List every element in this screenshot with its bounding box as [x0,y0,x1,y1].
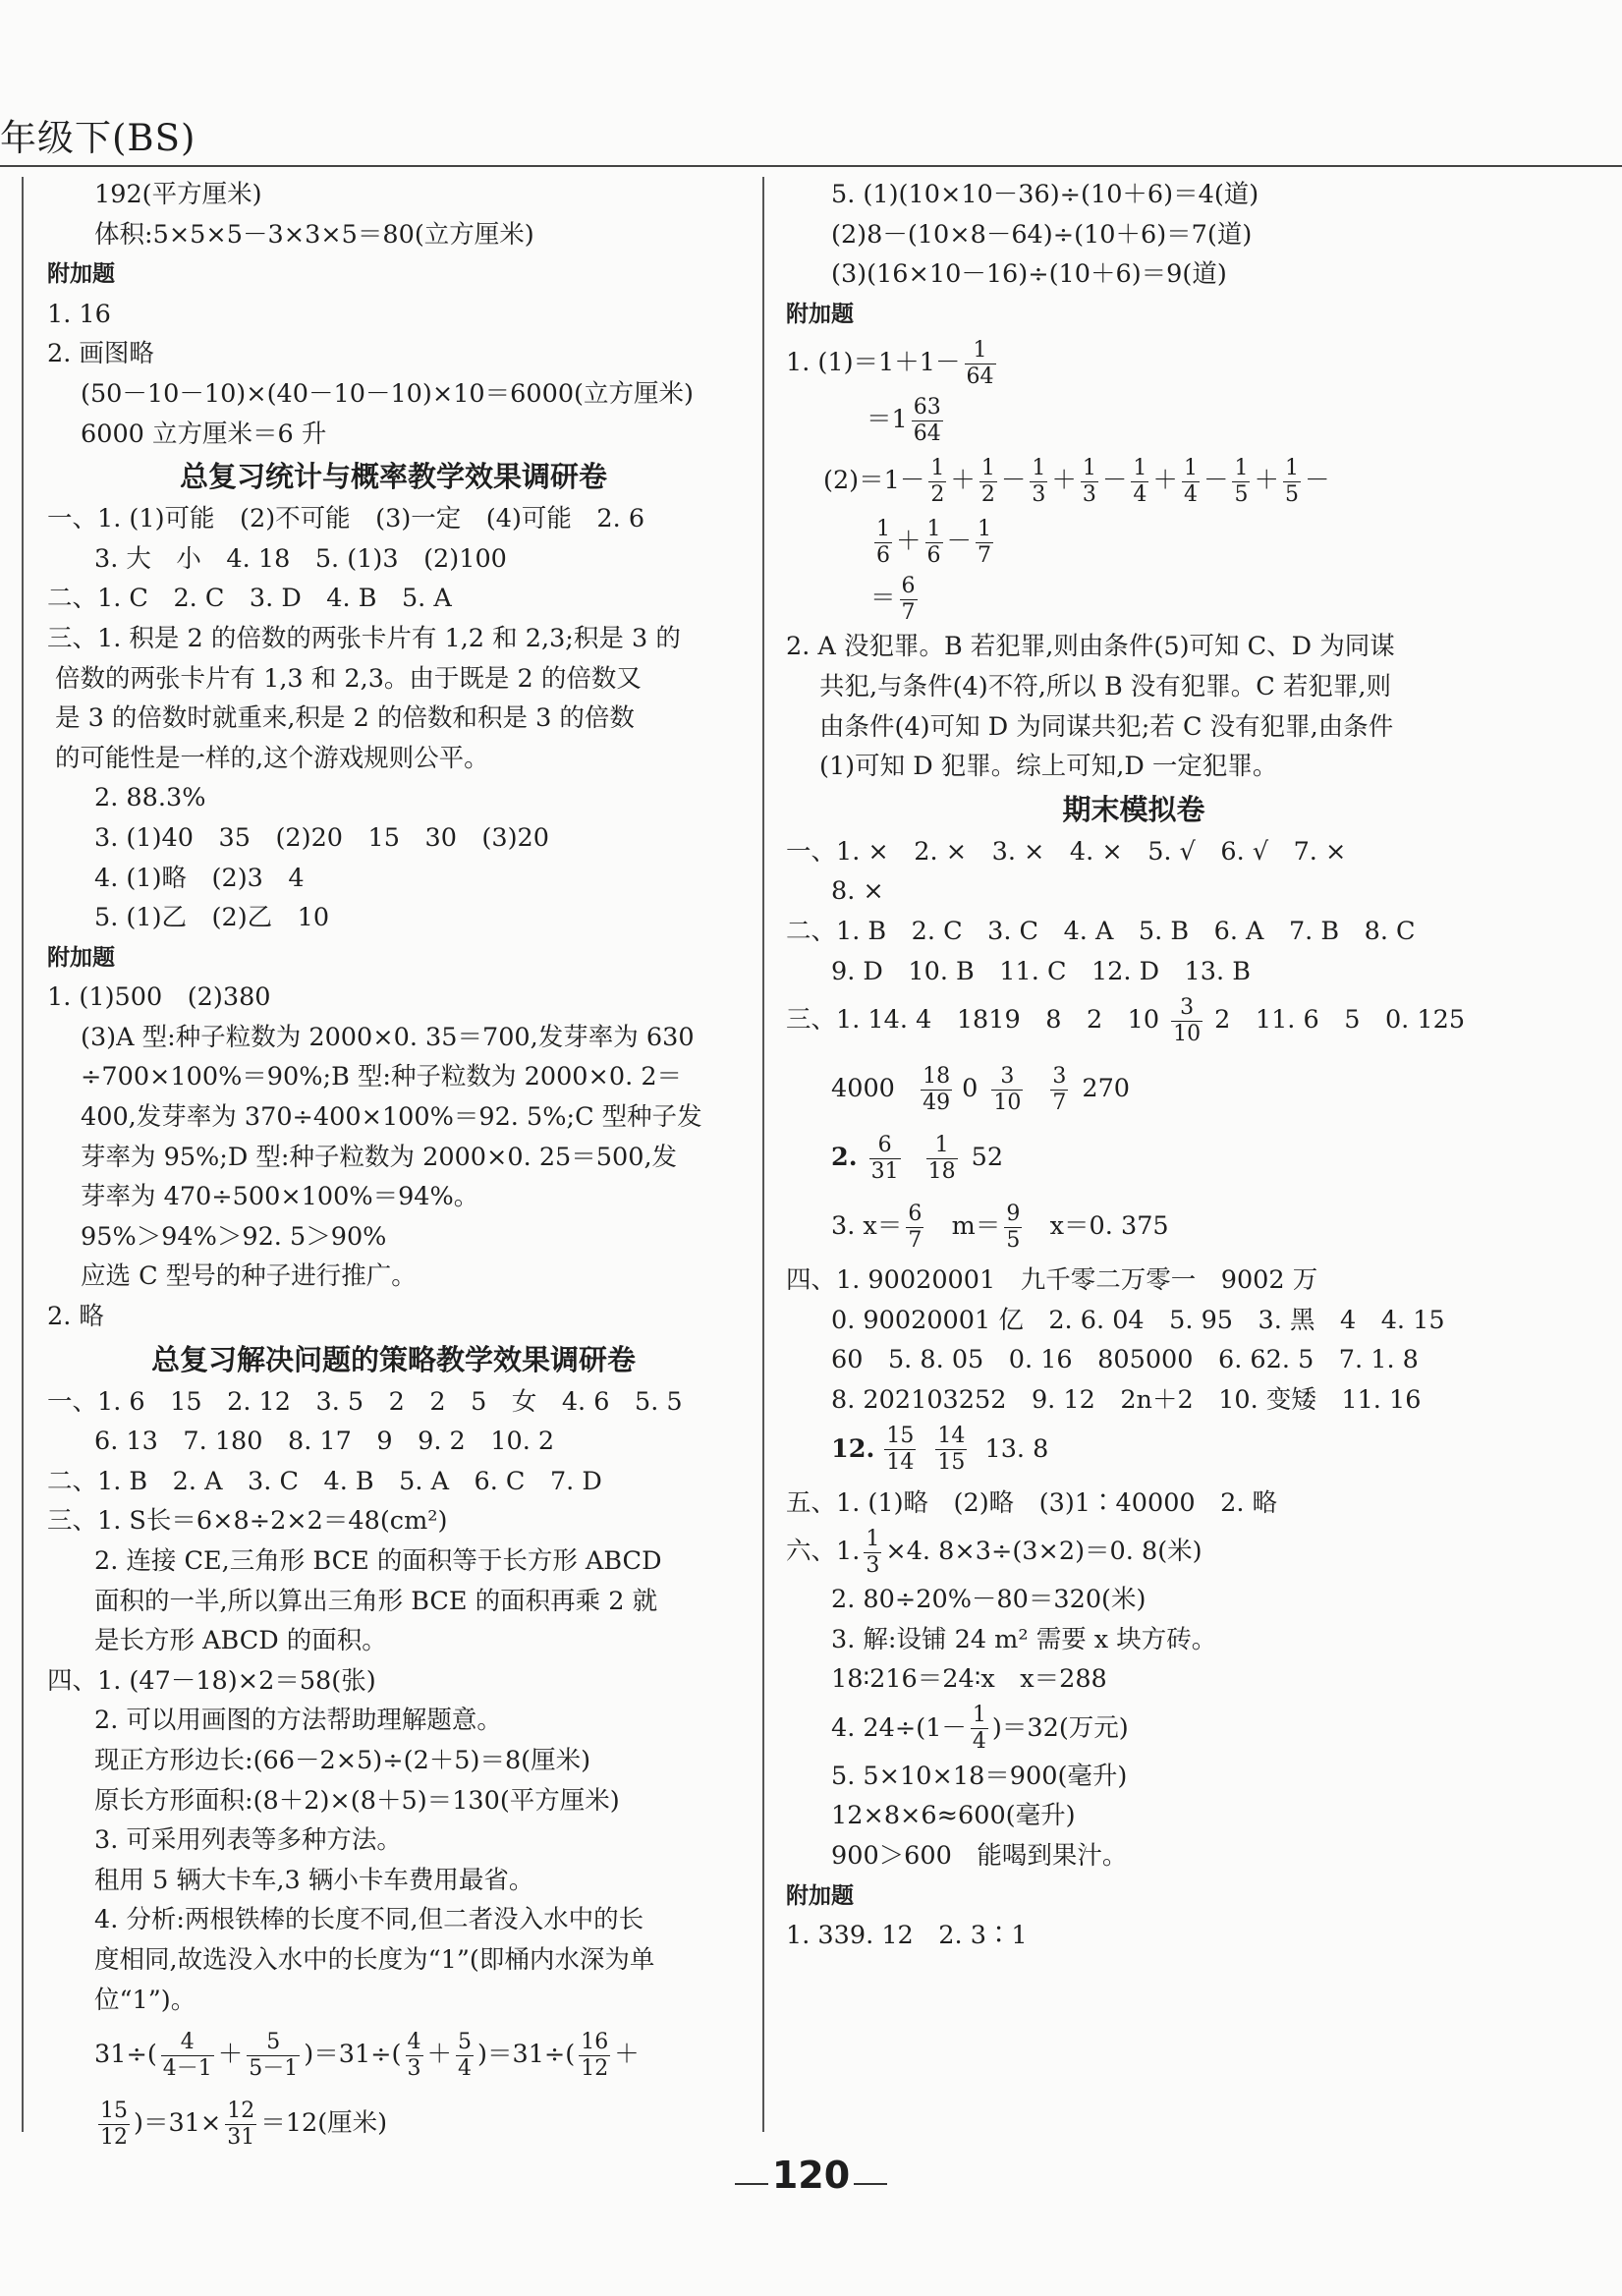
denominator: 3 [866,1552,880,1578]
numerator: 12 [227,2098,255,2123]
text-line: 的可能性是一样的,这个游戏规则公平。 [55,743,489,773]
text-line: 2. 连接 CE,三角形 BCE 的面积等于长方形 ABCD [94,1546,662,1576]
numerator: 1 [926,1133,958,1159]
eq-text: 2 11. 6 5 0. 125 [1214,1005,1466,1036]
numerator: 1 [926,516,941,541]
equation-line [786,1129,1482,1186]
text-line: 4. (1)略 (2)3 4 [94,863,305,893]
numerator: 1 [1234,455,1249,480]
eq-text: 4000 [831,1074,895,1104]
eq-text: 31÷( [94,2040,157,2070]
numerator: 1 [876,516,890,541]
text-line: 12×8×6≈600(毫升) [831,1801,1076,1831]
section-heading: 总复习统计与概率教学效果调研卷 [179,460,607,494]
eq-text: － [1304,466,1330,496]
fraction [912,395,943,447]
eq-text: ＋ [614,2040,640,2070]
left-column [47,175,740,2152]
section-subtitle: 附加题 [786,1882,854,1909]
header-rule [0,165,1622,167]
eq-text: )＝31÷( [304,2040,402,2070]
eq-text: 270 [1082,1074,1131,1104]
fraction [935,1424,967,1476]
denominator: 2 [980,481,995,507]
text-line: 一、1. (1)可能 (2)不可能 (3)一定 (4)可能 2. 6 [47,504,645,534]
equation-line [786,334,1482,391]
text-line: 8. 202103252 9. 12 2n＋2 10. 变矮 11. 16 [831,1384,1422,1415]
text-line: 400,发芽率为 370÷400×100%＝92. 5%;C 型种子发 [81,1102,702,1133]
fraction [1131,456,1148,508]
fraction [979,456,997,508]
text-line: 现正方形边长:(66－2×5)÷(2＋5)＝8(厘米) [94,1745,591,1775]
column-divider [762,177,764,2132]
denominator: 7 [978,542,992,568]
eq-text: 4. 24÷(1－ [831,1712,967,1743]
equation-line [786,452,1482,509]
numerator: 4 [161,2030,214,2056]
section-subtitle: 附加题 [47,944,115,971]
eq-text: (2)＝1－ [823,466,925,496]
text-line: 5. 5×10×18＝900(毫升) [831,1761,1128,1791]
text-line: (3)A 型:种子粒数为 2000×0. 35＝700,发芽率为 630 [81,1022,695,1052]
text-line: 由条件(4)可知 D 为同谋共犯;若 C 没有犯罪,由条件 [819,711,1394,742]
numerator: 6 [908,1201,923,1226]
eq-text: ＝12(厘米) [260,2108,388,2139]
denominator: 7 [901,599,916,625]
eq-text: x＝0. 375 [1049,1211,1169,1242]
text-line: 2. 可以用画图的方法帮助理解题意。 [94,1706,502,1736]
text-line: 9. D 10. B 11. C 12. D 13. B [831,956,1251,986]
text-line: 3. 大 小 4. 18 5. (1)3 (2)100 [94,543,507,574]
denominator: 4－1 [162,2055,212,2081]
numerator: 5 [247,2030,300,2056]
text-line: (2)8－(10×8－64)÷(10＋6)＝7(道) [831,219,1253,250]
eq-text: ＋ [950,466,976,496]
eq-text: )＝31÷( [477,2040,576,2070]
numerator: 1 [980,455,995,480]
eq-text: ＋ [1152,466,1178,496]
numerator: 63 [913,394,941,420]
text-line: 2. 略 [47,1302,104,1332]
text-line: 四、1. (47－18)×2＝58(张) [47,1665,376,1696]
text-line: 芽率为 95%;D 型:种子粒数为 2000×0. 25＝500,发 [81,1142,678,1172]
page-number-text: 120 [771,2154,851,2197]
text-line: 一、1. × 2. × 3. × 4. × 5. √ 6. √ 7. × [786,836,1347,867]
text-line: 192(平方厘米) [94,180,262,209]
fraction [869,1133,901,1185]
fraction [971,1703,988,1755]
denominator: 10 [993,1090,1022,1115]
denominator: 5 [1234,481,1249,507]
equation-line [47,2095,740,2152]
numerator: 1 [866,1526,880,1551]
fraction [1030,456,1047,508]
eq-text: 3. x＝ [831,1211,903,1242]
text-line: 1. 339. 12 2. 3∶1 [786,1921,1028,1951]
text-line: 倍数的两张卡片有 1,3 和 2,3。由于既是 2 的倍数又 [55,663,642,694]
section-subtitle: 附加题 [786,301,854,327]
denominator: 49 [923,1090,951,1115]
eq-text: ＋ [426,2040,453,2070]
equation-line [786,570,1482,627]
fraction [884,1424,916,1476]
denominator: 3 [1082,481,1096,507]
text-line: 4. 分析:两根铁棒的长度不同,但二者没入水中的长 [94,1905,644,1935]
eq-text: )＝31× [134,2108,222,2139]
denominator: 2 [930,481,945,507]
eq-text: 六、1. [786,1537,861,1567]
eq-text: ＋ [1051,466,1077,496]
denominator: 3 [407,2055,421,2081]
eq-text: － [946,527,973,557]
text-line: 二、1. B 2. A 3. C 4. B 5. A 6. C 7. D [47,1466,602,1496]
eq-text: － [1101,466,1128,496]
eq-text: ＋ [217,2040,244,2070]
eq-text: 1. (1)＝1＋1－ [786,348,961,378]
left-margin-rule [22,177,24,2132]
text-line: 芽率为 470÷500×100%＝94%。 [81,1182,479,1212]
numerator: 6 [869,1133,901,1159]
denominator: 64 [913,420,941,446]
numerator: 5 [458,2029,473,2054]
denominator: 6 [876,542,890,568]
denominator: 31 [870,1158,899,1184]
text-line: 位“1”)。 [94,1985,196,2015]
numerator: 1 [930,455,945,480]
eq-text: 12. [831,1433,875,1464]
numerator: 4 [407,2029,421,2054]
equation-line [786,513,1482,570]
fraction [1081,456,1098,508]
fraction [928,456,946,508]
numerator: 1 [978,516,992,541]
text-line: 三、1. 积是 2 的倍数的两张卡片有 1,2 和 2,3;积是 3 的 [47,623,681,653]
denominator: 3 [1032,481,1046,507]
denominator: 4 [1133,481,1147,507]
fraction [225,2099,256,2151]
text-line: 二、1. B 2. C 3. C 4. A 5. B 6. A 7. B 8. C [786,916,1416,946]
eq-text: 13. 8 [984,1433,1049,1464]
text-line: (1)可知 D 犯罪。综上可知,D 一定犯罪。 [819,752,1278,782]
text-line: 5. (1)(10×10－36)÷(10＋6)＝4(道) [831,180,1259,209]
fraction [98,2099,130,2151]
numerator: 14 [937,1424,966,1448]
text-line: 度相同,故选没入水中的长度为“1”(即桶内水深为单 [94,1944,655,1975]
denominator: 7 [908,1227,923,1253]
header-title: 年级下(BS) [0,117,196,159]
equation-line [786,1060,1482,1117]
fraction [1050,1064,1068,1116]
equation-line [47,2026,740,2083]
text-line: 2. 画图略 [47,339,154,369]
text-line: 应选 C 型号的种子进行推广。 [81,1261,417,1292]
numerator: 15 [100,2098,128,2123]
denominator: 6 [926,542,941,568]
numerator: 1 [1082,455,1096,480]
fraction [161,2030,214,2082]
text-line: 5. (1)乙 (2)乙 10 [94,903,330,933]
eq-text: － [1000,466,1027,496]
denominator: 5－1 [249,2055,299,2081]
eq-text: ＋ [896,527,922,557]
fraction [906,1202,923,1254]
denominator: 7 [1052,1090,1067,1115]
text-line: 60 5. 8. 05 0. 16 805000 6. 62. 5 7. 1. 8 [831,1345,1419,1375]
section-heading: 总复习解决问题的策略教学效果调研卷 [150,1342,636,1376]
eq-text: m＝ [951,1211,1001,1242]
text-line: 3. 可采用列表等多种方法。 [94,1825,402,1856]
denominator: 4 [458,2055,473,2081]
numerator: 16 [581,2029,609,2054]
eq-text: － [1203,466,1229,496]
text-line: 是 3 的倍数时就重来,积是 2 的倍数和积是 3 的倍数 [55,703,635,734]
text-line: 是长方形 ABCD 的面积。 [94,1626,387,1656]
text-line: 3. (1)40 35 (2)20 15 30 (3)20 [94,822,549,853]
equation-line [786,1523,1482,1580]
text-line: 95%＞94%＞92. 5＞90% [81,1221,387,1252]
equation-line [786,1700,1482,1757]
fraction [864,1527,881,1579]
equation-line [786,1198,1482,1255]
fraction [1182,456,1200,508]
text-line: 2. 80÷20%－80＝320(米) [831,1585,1147,1615]
text-line: 五、1. (1)略 (2)略 (3)1∶40000 2. 略 [786,1487,1278,1518]
fraction [921,1064,952,1116]
text-line: 900＞600 能喝到果汁。 [831,1841,1128,1872]
text-line: 1. 16 [47,299,111,329]
eq-text: ＝1 [867,405,908,435]
text-line: 6. 13 7. 180 8. 17 9 9. 2 10. 2 [94,1427,555,1457]
fraction [925,517,943,569]
denominator: 12 [581,2055,609,2081]
denominator: 18 [927,1158,956,1184]
text-line: 三、1. S长＝6×8÷2×2＝48(cm²) [47,1506,448,1537]
fraction [991,1064,1023,1116]
text-line: 6000 立方厘米＝6 升 [81,419,327,449]
fraction [1171,995,1203,1047]
fraction [579,2030,610,2082]
numerator: 1 [1032,455,1046,480]
eq-text: 52 [971,1143,1004,1173]
numerator: 3 [991,1064,1023,1091]
fraction [247,2030,300,2082]
eq-text: )＝32(万元) [991,1712,1129,1743]
text-line: 二、1. C 2. C 3. D 4. B 5. A [47,584,452,614]
fraction [874,517,892,569]
equation-line [786,391,1482,448]
text-line: 18∶216＝24∶x x＝288 [831,1664,1107,1695]
fraction [406,2030,423,2082]
denominator: 14 [886,1450,915,1475]
fraction [900,574,918,626]
page-number [0,2154,1622,2197]
denominator: 4 [1183,481,1198,507]
text-line: 原长方形面积:(8＋2)×(8＋5)＝130(平方厘米) [94,1785,620,1816]
text-line: 2. A 没犯罪。B 若犯罪,则由条件(5)可知 C、D 为同谋 [786,632,1395,662]
numerator: 1 [965,338,996,364]
text-line: 1. (1)500 (2)380 [47,982,271,1013]
text-line: ÷700×100%＝90%;B 型:种子粒数为 2000×0. 2＝ [81,1062,683,1092]
right-column [786,175,1482,1956]
eq-text: 2. [831,1143,858,1173]
equation-line [786,991,1482,1048]
numerator: 18 [923,1063,951,1089]
denominator: 15 [937,1450,966,1475]
denominator: 31 [227,2124,255,2150]
numerator: 9 [1006,1201,1021,1226]
fraction [1283,456,1301,508]
text-line: 租用 5 辆大卡车,3 辆小卡车费用最省。 [94,1865,534,1895]
equation-line [786,1421,1482,1478]
eq-text: ＝ [870,584,896,614]
numerator: 3 [1052,1063,1067,1089]
numerator: 1 [1133,455,1147,480]
numerator: 3 [1171,995,1203,1022]
eq-text: ×4. 8×3÷(3×2)＝0. 8(米) [885,1537,1203,1567]
text-line: 3. 解:设铺 24 m² 需要 x 块方砖。 [831,1624,1217,1654]
text-line: (3)(16×10－16)÷(10＋6)＝9(道) [831,259,1227,290]
section-subtitle: 附加题 [47,261,115,288]
fraction [965,338,996,390]
denominator: 12 [100,2124,128,2150]
denominator: 5 [1284,481,1299,507]
numerator: 15 [886,1424,915,1448]
numerator: 1 [1183,455,1198,480]
denominator: 4 [972,1729,986,1755]
text-line: 体积:5×5×5－3×3×5＝80(立方厘米) [94,219,534,250]
text-line: 一、1. 6 15 2. 12 3. 5 2 2 5 女 4. 6 5. 5 [47,1386,683,1417]
fraction [926,1133,958,1185]
fraction [1232,456,1250,508]
eq-text: 0 [962,1074,979,1104]
text-line: 四、1. 90020001 九千零二万零一 9002 万 [786,1265,1318,1296]
fraction [1004,1202,1022,1254]
numerator: 1 [1284,455,1299,480]
text-line: 面积的一半,所以算出三角形 BCE 的面积再乘 2 就 [94,1586,658,1616]
numerator: 6 [901,573,916,598]
fraction [456,2030,474,2082]
text-line: 2. 88.3% [94,783,206,813]
text-line: 0. 90020001 亿 2. 6. 04 5. 95 3. 黑 4 4. 15 [831,1305,1445,1335]
text-line: (50－10－10)×(40－10－10)×10＝6000(立方厘米) [81,378,694,409]
denominator: 5 [1006,1227,1021,1253]
fraction [976,517,993,569]
text-line: 共犯,与条件(4)不符,所以 B 没有犯罪。C 若犯罪,则 [819,671,1392,701]
denominator: 64 [966,364,994,389]
numerator: 1 [972,1703,986,1728]
section-heading: 期末模拟卷 [1062,792,1205,826]
eq-text: 三、1. 14. 4 1819 8 2 10 [786,1005,1160,1036]
denominator: 10 [1173,1021,1202,1046]
eq-text: ＋ [1254,466,1279,496]
text-line: 8. × [831,876,884,907]
